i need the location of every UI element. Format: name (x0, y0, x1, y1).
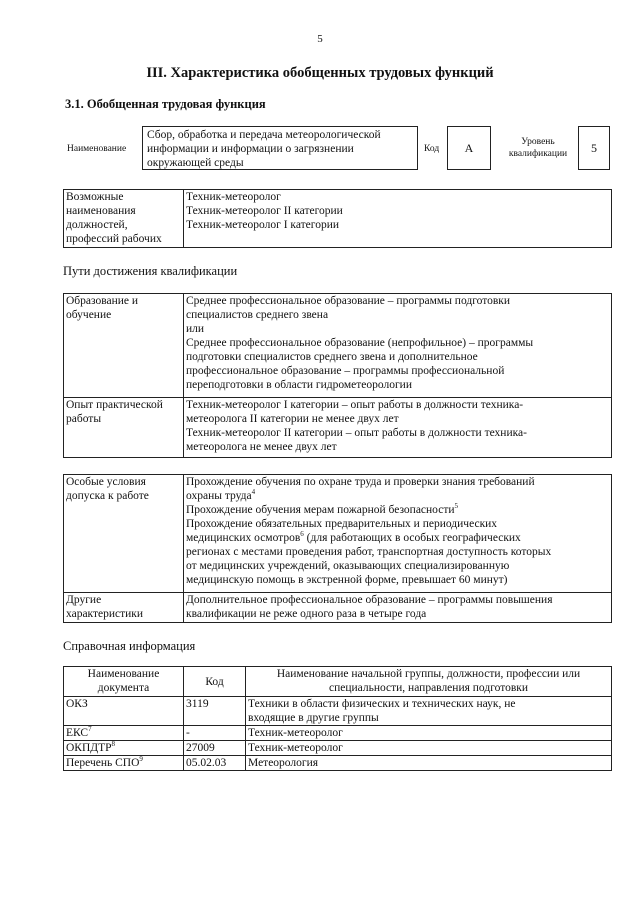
subsection-title: 3.1. Обобщенная трудовая функция (65, 97, 266, 111)
header-line: специальности, направления подготовки (328, 682, 529, 694)
reference-heading: Справочная информация (63, 639, 196, 653)
section-title: III. Характеристика обобщенных трудовых функций (146, 65, 494, 81)
name-cell: Метеорология (246, 756, 612, 771)
code-value-box (447, 126, 491, 170)
value-line: Дополнительное профессиональное образование – программы повышения (186, 594, 553, 606)
label-line: Образование и (66, 295, 139, 307)
value-line: охраны труда$^4$ (186, 488, 256, 502)
table-header-row (64, 667, 612, 697)
value-line: Прохождение обучения по охране труда и проверки знания требований (186, 476, 535, 488)
code-cell: 3119 (184, 697, 246, 726)
footnote-ref: 4 (251, 488, 256, 497)
value-line: входящие в другие группы (248, 712, 379, 724)
value-line: или (186, 323, 205, 335)
level-label-line: Уровень (521, 137, 555, 147)
reference-table (63, 666, 612, 771)
positions-value-cell (184, 190, 612, 248)
table-row (64, 475, 612, 593)
doc-cell: ЕКС$^7$ (64, 726, 184, 741)
value-line: Техник-метеоролог I категории (186, 219, 339, 231)
function-name-line: окружающей среды (147, 157, 244, 169)
value-line: Техник-метеоролог II категории (186, 205, 343, 217)
col-header-document (64, 667, 184, 697)
level-label-line: квалификации (508, 149, 568, 159)
label-line: наименования (66, 205, 136, 217)
value-line: Среднее профессиональное образование – программы подготовки (186, 295, 511, 307)
label-line: характеристики (66, 608, 144, 620)
value-line: Техник-метеоролог II категории – опыт работы в должности техника- (186, 427, 527, 439)
value-line: переподготовки в области гидрометеорологии (186, 379, 412, 391)
function-name-box (142, 126, 418, 170)
footnote-ref: 6 (300, 530, 304, 539)
value-line: медицинскую помощь в экстренной форме, превышает 60 минут) (186, 574, 508, 586)
value-line: специалистов среднего звена (186, 309, 329, 321)
level-value-box (578, 126, 610, 170)
level-label (498, 136, 578, 160)
other-label-cell (64, 593, 184, 623)
value-line: медицинских осмотров$^6$ (для работающих в особых географических (186, 530, 521, 544)
name-cell: Техник-метеоролог (246, 741, 612, 756)
code-cell: 05.02.03 (184, 756, 246, 771)
code-label: Код (424, 144, 440, 154)
table-row (64, 398, 612, 458)
table-row (64, 756, 612, 771)
education-value-cell (184, 294, 612, 398)
table-row (64, 697, 612, 726)
experience-value-cell (184, 398, 612, 458)
header-line: Наименование начальной группы, должности, профессии или (276, 668, 581, 680)
header-line: Наименование (87, 668, 160, 680)
footnote-ref: 7 (88, 725, 92, 734)
label-line: работы (66, 413, 102, 425)
function-name-line: Сбор, обработка и передача метеорологической (147, 129, 381, 141)
label-line: допуска к работе (66, 490, 149, 502)
special-conditions-value-cell (184, 475, 612, 593)
table-row (64, 726, 612, 741)
label-line: Возможные (66, 191, 124, 203)
value-line: Прохождение обучения мерам пожарной безопасности$^5$ (186, 502, 459, 516)
page-number: 5 (317, 33, 323, 45)
footnote-ref: 9 (139, 755, 143, 764)
positions-label-cell (64, 190, 184, 248)
value-line: Техник-метеоролог (186, 191, 281, 203)
doc-cell: ОКПДТР$^8$ (64, 741, 184, 756)
value-line: Техник-метеоролог I категории – опыт работы в должности техника- (186, 399, 524, 411)
conditions-table (63, 474, 612, 623)
label-line: Особые условия (66, 476, 146, 488)
education-label-cell (64, 294, 184, 398)
qualification-table (63, 293, 612, 458)
value-line: метеоролога II категории не менее двух лет (186, 413, 399, 425)
table-row (64, 593, 612, 623)
name-cell (246, 697, 612, 726)
table-row (64, 741, 612, 756)
qualification-heading: Пути достижения квалификации (63, 264, 238, 278)
value-line: подготовки специалистов среднего звена и дополнительное (186, 351, 478, 363)
function-name-line: информации и информации о загрязнении (147, 143, 354, 155)
label-line: Другие (66, 594, 102, 606)
label-line: должностей, (66, 219, 128, 231)
footnote-ref: 5 (454, 502, 459, 511)
col-header-name (246, 667, 612, 697)
name-cell: Техник-метеоролог (246, 726, 612, 741)
other-value-cell (184, 593, 612, 623)
level-value: 5 (591, 140, 597, 155)
code-cell: 27009 (184, 741, 246, 756)
value-line: Среднее профессиональное образование (непрофильное) – программы (186, 337, 534, 349)
header-line: документа (97, 682, 150, 694)
label-line: обучение (66, 309, 112, 321)
value-line: Прохождение обязательных предварительных и периодических (186, 518, 498, 530)
code-value: А (464, 140, 474, 155)
name-label: Наименование (67, 144, 127, 154)
label-line: профессий рабочих (66, 233, 162, 245)
code-cell: - (184, 726, 246, 741)
table-row (64, 294, 612, 398)
value-line: профессиональное образование – программы профессиональной (186, 365, 505, 377)
footnote-ref: 8 (111, 740, 116, 749)
col-header-code: Код (184, 667, 246, 697)
value-line: регионах с местами проведения работ, транспортная доступность которых (186, 546, 552, 558)
value-line: Техники в области физических и технических наук, не (248, 698, 516, 710)
special-conditions-label-cell (64, 475, 184, 593)
value-line: квалификации не реже одного раза в четыре года (186, 608, 427, 620)
doc-cell: Перечень СПО$^9$ (64, 756, 184, 771)
positions-table (63, 189, 612, 248)
value-line: от медицинских учреждений, оказывающих специализированную (186, 560, 510, 572)
label-line: Опыт практической (66, 399, 163, 411)
experience-label-cell (64, 398, 184, 458)
table-row (64, 190, 612, 248)
value-line: метеоролога не менее двух лет (186, 441, 337, 453)
doc-cell: ОКЗ (64, 697, 184, 726)
